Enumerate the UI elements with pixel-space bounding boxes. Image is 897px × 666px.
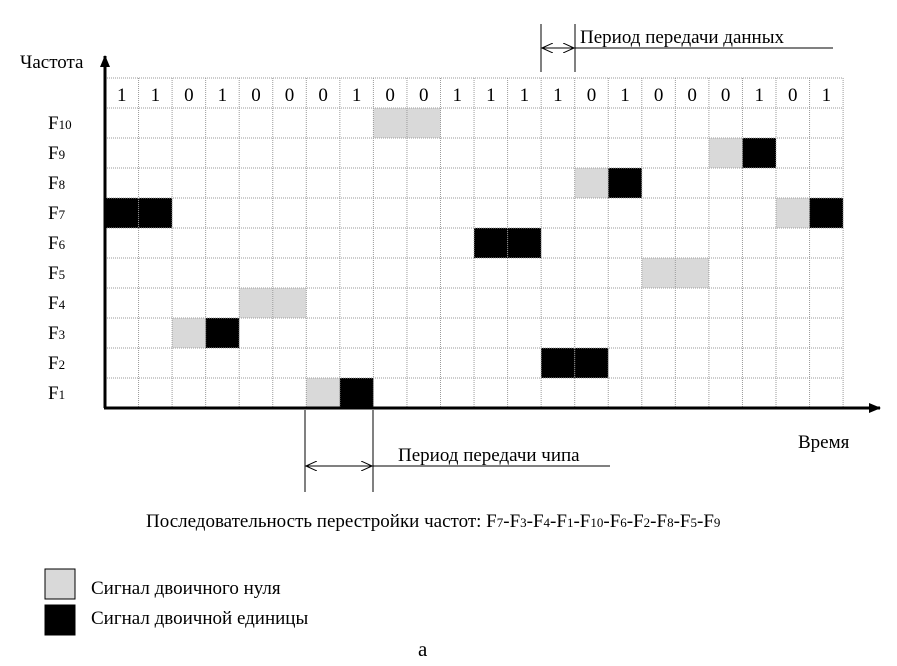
bit-label: 0 — [720, 85, 731, 106]
chip-zero-9 — [407, 108, 441, 138]
y-axis-label: Частота — [20, 52, 84, 73]
frequency-label: F10 — [48, 113, 72, 134]
bit-label: 0 — [788, 85, 798, 106]
bit-label: 1 — [452, 85, 463, 106]
bit-label: 1 — [553, 85, 563, 106]
bit-label: 0 — [251, 85, 261, 106]
chip-zero-4 — [239, 288, 273, 318]
chip-one-3 — [206, 318, 240, 348]
legend-zero-label: Сигнал двоичного нуля — [91, 578, 281, 599]
frequency-label: F2 — [48, 353, 66, 374]
legend-one-label: Сигнал двоичной единицы — [91, 608, 309, 629]
chip-period-label: Период передачи чипа — [398, 445, 580, 466]
chip-zero-8 — [373, 108, 407, 138]
bit-label: 1 — [117, 85, 127, 106]
chip-one-19 — [742, 138, 776, 168]
chip-zero-14 — [575, 168, 609, 198]
chip-one-15 — [608, 168, 642, 198]
chip-zero-16 — [642, 258, 676, 288]
chip-one-21 — [810, 198, 844, 228]
bit-label: 1 — [217, 85, 228, 106]
chip-zero-17 — [675, 258, 709, 288]
chip-one-0 — [105, 198, 139, 228]
frequency-label: F1 — [48, 383, 66, 404]
chip-one-12 — [541, 348, 575, 378]
chip-zero-20 — [776, 198, 810, 228]
bit-label: 0 — [184, 85, 194, 106]
chip-one-13 — [575, 348, 609, 378]
bit-label: 1 — [150, 85, 161, 106]
bit-label: 0 — [687, 85, 697, 106]
frequency-label: F5 — [48, 263, 66, 284]
hopping-sequence: Последовательность перестройки частот: F7-F3-F4-F1-F10-F6-F2-F8-F5-F9 — [146, 511, 721, 532]
figure-caption: а — [418, 637, 428, 661]
bit-label: 0 — [385, 85, 395, 106]
frequency-label: F9 — [48, 143, 66, 164]
bit-label: 1 — [754, 85, 764, 106]
bit-label: 1 — [620, 85, 630, 106]
bit-label: 1 — [486, 85, 496, 106]
legend-one-swatch — [45, 605, 75, 635]
data-period-label: Период передачи данных — [580, 27, 784, 48]
legend-zero-swatch — [45, 569, 75, 599]
chip-one-1 — [139, 198, 173, 228]
data-period-annotation — [541, 24, 833, 72]
bit-label: 1 — [821, 85, 832, 106]
bit-label: 0 — [586, 85, 597, 106]
frequency-labels — [48, 113, 72, 404]
frequency-label: F4 — [48, 293, 66, 314]
chip-zero-6 — [306, 378, 340, 408]
frequency-label: F8 — [48, 173, 66, 194]
chip-zero-5 — [273, 288, 307, 318]
frequency-label: F6 — [48, 233, 66, 254]
bit-label: 0 — [653, 85, 664, 106]
chip-period-annotation — [305, 410, 610, 492]
chip-zero-18 — [709, 138, 743, 168]
chip-one-11 — [508, 228, 542, 258]
x-axis-label: Время — [798, 432, 850, 453]
chip-one-7 — [340, 378, 374, 408]
bit-label: 1 — [351, 85, 362, 106]
chip-one-10 — [474, 228, 508, 258]
bit-label: 0 — [318, 85, 328, 106]
bit-label: 1 — [519, 85, 530, 106]
bit-label: 0 — [418, 85, 429, 106]
chip-zero-2 — [172, 318, 206, 348]
bit-label: 0 — [284, 85, 295, 106]
frequency-label: F3 — [48, 323, 66, 344]
frequency-label: F7 — [48, 203, 66, 224]
